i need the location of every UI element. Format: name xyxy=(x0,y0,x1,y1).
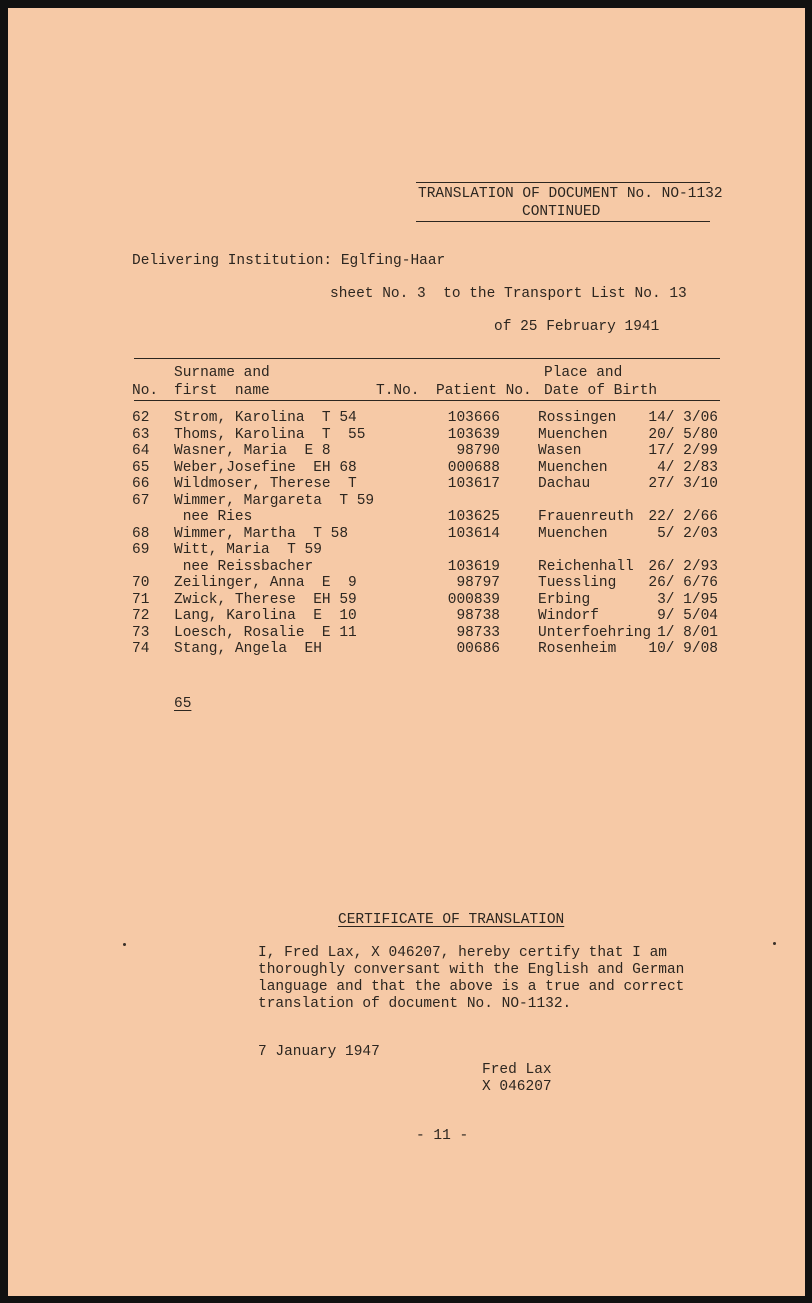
col-place-header-2: Date of Birth xyxy=(544,383,658,399)
birth-place: Tuessling xyxy=(538,575,617,591)
row-number: 74 xyxy=(132,641,150,657)
birth-place: Windorf xyxy=(538,608,599,624)
patient-name: Wildmoser, Therese T xyxy=(174,476,357,492)
table-row xyxy=(8,476,805,493)
birth-date: 4/ 2/83 xyxy=(657,459,718,476)
patient-name: Thoms, Karolina T 55 xyxy=(174,426,366,443)
document-continued: CONTINUED xyxy=(522,204,601,220)
patient-number: 103625 xyxy=(447,509,500,525)
header-rule-bottom xyxy=(416,221,710,222)
row-number: 68 xyxy=(132,525,150,542)
table-rule-top xyxy=(134,358,720,359)
table-row xyxy=(8,641,805,658)
patient-number: 00686 xyxy=(456,641,500,657)
patient-number: 103619 xyxy=(447,558,500,575)
certificate-line-4: translation of document No. NO-1132. xyxy=(258,996,572,1012)
birth-date: 14/ 3/06 xyxy=(648,410,718,426)
row-number: 69 xyxy=(132,542,150,558)
patient-number: 98738 xyxy=(456,608,500,624)
col-tno-header: T.No. xyxy=(376,383,420,399)
row-number: 73 xyxy=(132,624,150,641)
patient-number: 103639 xyxy=(447,426,500,443)
patient-number: 103617 xyxy=(447,476,500,492)
sheet-number-line: sheet No. 3 to the Transport List No. 13 xyxy=(330,286,687,302)
table-row xyxy=(8,542,805,559)
row-number: 65 xyxy=(132,459,150,476)
birth-date: 17/ 2/99 xyxy=(648,443,718,459)
birth-place: Wasen xyxy=(538,443,582,459)
col-no-header: No. xyxy=(132,383,159,399)
col-name-header-1: Surname and xyxy=(174,365,270,381)
table-row xyxy=(8,460,805,477)
patient-name: Strom, Karolina T 54 xyxy=(174,410,357,426)
row-number: 63 xyxy=(132,426,150,443)
certificate-line-3: language and that the above is a true and correct xyxy=(258,979,685,995)
patient-name: nee Ries xyxy=(174,509,253,525)
patient-number: 98733 xyxy=(456,624,500,641)
table-row xyxy=(8,526,805,543)
birth-date: 3/ 1/95 xyxy=(657,591,718,608)
patient-number: 98790 xyxy=(456,443,500,459)
birth-place: Frauenreuth xyxy=(538,509,634,525)
patient-number: 000688 xyxy=(447,459,500,476)
row-number: 67 xyxy=(132,492,150,509)
birth-place: Muenchen xyxy=(538,525,608,542)
patient-name: Witt, Maria T 59 xyxy=(174,542,322,558)
patient-name: Wimmer, Martha T 58 xyxy=(174,525,349,542)
patient-name: Wasner, Maria E 8 xyxy=(174,443,331,459)
table-rule-bottom xyxy=(134,400,720,401)
table-row xyxy=(8,608,805,625)
birth-date: 20/ 5/80 xyxy=(648,426,718,443)
birth-date: 10/ 9/08 xyxy=(648,641,718,657)
table-row xyxy=(8,625,805,642)
certificate-date: 7 January 1947 xyxy=(258,1044,380,1060)
birth-place: Rossingen xyxy=(538,410,617,426)
row-number: 66 xyxy=(132,476,150,492)
patient-name: Zeilinger, Anna E 9 xyxy=(174,575,357,591)
table-row xyxy=(8,559,805,576)
row-number: 71 xyxy=(132,591,150,608)
birth-date: 9/ 5/04 xyxy=(657,608,718,624)
patient-name: Loesch, Rosalie E 11 xyxy=(174,624,357,641)
row-number: 64 xyxy=(132,443,150,459)
patient-name: Zwick, Therese EH 59 xyxy=(174,591,357,608)
birth-place: Muenchen xyxy=(538,459,608,476)
patient-name: nee Reissbacher xyxy=(174,558,314,575)
header-rule-top xyxy=(416,182,710,183)
signer-id: X 046207 xyxy=(482,1079,552,1095)
birth-date: 22/ 2/66 xyxy=(648,509,718,525)
birth-date: 26/ 2/93 xyxy=(648,558,718,575)
certificate-title: CERTIFICATE OF TRANSLATION xyxy=(338,912,565,928)
row-number: 62 xyxy=(132,410,150,426)
row-number: 70 xyxy=(132,575,150,591)
document-page xyxy=(8,8,805,1296)
patient-name: Wimmer, Margareta T 59 xyxy=(174,492,375,509)
patient-number: 000839 xyxy=(447,591,500,608)
birth-date: 1/ 8/01 xyxy=(657,624,718,641)
birth-place: Rosenheim xyxy=(538,641,617,657)
table-row xyxy=(8,575,805,592)
table-row xyxy=(8,410,805,427)
certificate-line-1: I, Fred Lax, X 046207, hereby certify that I am xyxy=(258,945,667,961)
patient-name: Lang, Karolina E 10 xyxy=(174,608,357,624)
list-date: of 25 February 1941 xyxy=(494,319,660,335)
patient-name: Stang, Angela EH xyxy=(174,641,322,657)
patient-name: Weber,Josefine EH 68 xyxy=(174,459,357,476)
stray-mark-left xyxy=(123,943,126,946)
certificate-line-2: thoroughly conversant with the English and German xyxy=(258,962,685,978)
patient-number: 103614 xyxy=(447,525,500,542)
birth-place: Dachau xyxy=(538,476,591,492)
patient-number: 103666 xyxy=(447,410,500,426)
birth-place: Unterfoehring xyxy=(538,624,652,641)
row-number: 72 xyxy=(132,608,150,624)
patient-number: 98797 xyxy=(456,575,500,591)
total-count: 65 xyxy=(174,696,192,712)
birth-date: 5/ 2/03 xyxy=(657,525,718,542)
birth-place: Reichenhall xyxy=(538,558,634,575)
birth-date: 27/ 3/10 xyxy=(648,476,718,492)
col-name-header-2: first name xyxy=(174,383,270,399)
birth-place: Erbing xyxy=(538,591,591,608)
table-row xyxy=(8,427,805,444)
table-row xyxy=(8,509,805,526)
col-patient-header: Patient No. xyxy=(436,383,532,399)
page-number: - 11 - xyxy=(416,1128,469,1144)
stray-mark-right xyxy=(773,942,776,945)
birth-place: Muenchen xyxy=(538,426,608,443)
col-place-header-1: Place and xyxy=(544,365,623,381)
table-row xyxy=(8,443,805,460)
document-title: TRANSLATION OF DOCUMENT No. NO-1132 xyxy=(418,186,723,202)
table-row xyxy=(8,592,805,609)
table-row xyxy=(8,493,805,510)
delivering-institution: Delivering Institution: Eglfing-Haar xyxy=(132,253,446,269)
birth-date: 26/ 6/76 xyxy=(648,575,718,591)
signer-name: Fred Lax xyxy=(482,1062,552,1078)
